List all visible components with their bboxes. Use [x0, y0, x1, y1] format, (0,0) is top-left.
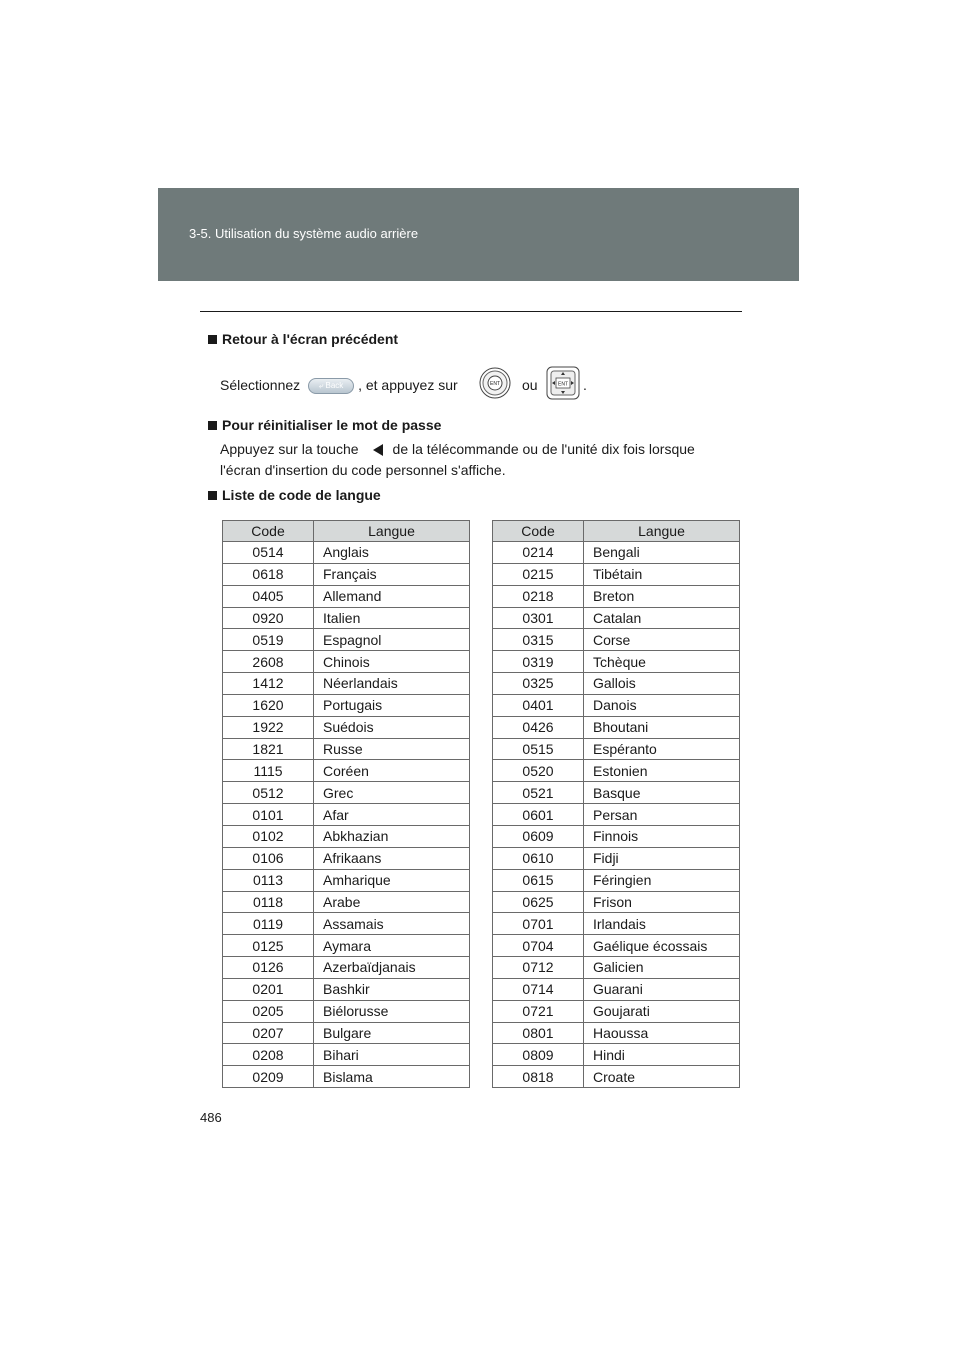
- language-name: Haoussa: [584, 1022, 740, 1044]
- reset-instruction-line2: l'écran d'insertion du code personnel s'affiche.: [220, 462, 506, 478]
- language-name: Basque: [584, 782, 740, 804]
- language-name: Goujarati: [584, 1000, 740, 1022]
- language-code: 0126: [223, 957, 314, 979]
- table-row: [493, 869, 740, 891]
- language-code: 0615: [493, 869, 584, 891]
- language-code: 0301: [493, 607, 584, 629]
- language-code: 0514: [223, 542, 314, 564]
- language-name: Bhoutani: [584, 716, 740, 738]
- language-name: Grec: [314, 782, 470, 804]
- language-name: Afrikaans: [314, 847, 470, 869]
- language-name: Espagnol: [314, 629, 470, 651]
- language-name: Breton: [584, 585, 740, 607]
- text-remote: de la télécommande ou de l'unité dix fois lorsque: [392, 441, 695, 457]
- language-name: Allemand: [314, 585, 470, 607]
- column-header-code: Code: [493, 521, 584, 542]
- section-reset-heading: [208, 417, 441, 433]
- language-code: 0512: [223, 782, 314, 804]
- language-name: Bulgare: [314, 1022, 470, 1044]
- column-header-code: Code: [223, 521, 314, 542]
- table-row: [223, 891, 470, 913]
- language-name: Tchèque: [584, 651, 740, 673]
- table-row: [223, 869, 470, 891]
- language-code: 1115: [223, 760, 314, 782]
- language-code: 0920: [223, 607, 314, 629]
- language-code: 1412: [223, 673, 314, 695]
- language-name: Portugais: [314, 694, 470, 716]
- language-code: 0515: [493, 738, 584, 760]
- table-row: [493, 694, 740, 716]
- language-name: Amharique: [314, 869, 470, 891]
- language-code: 0818: [493, 1066, 584, 1088]
- table-row: [223, 542, 470, 564]
- header-rule: [200, 311, 742, 312]
- language-name: Arabe: [314, 891, 470, 913]
- back-instruction: [220, 377, 458, 394]
- language-name: Espéranto: [584, 738, 740, 760]
- language-code: 0207: [223, 1022, 314, 1044]
- table-row: [493, 629, 740, 651]
- language-name: Biélorusse: [314, 1000, 470, 1022]
- language-name: Hindi: [584, 1044, 740, 1066]
- language-code: 0215: [493, 563, 584, 585]
- page-number: 486: [200, 1110, 222, 1125]
- language-code: 0426: [493, 716, 584, 738]
- language-name: Tibétain: [584, 563, 740, 585]
- section-back-heading: [208, 331, 398, 347]
- table-row: [223, 607, 470, 629]
- section-list-heading: [208, 487, 381, 503]
- table-row: [493, 782, 740, 804]
- language-code: 1620: [223, 694, 314, 716]
- table-row: [493, 607, 740, 629]
- language-code: 0208: [223, 1044, 314, 1066]
- language-name: Chinois: [314, 651, 470, 673]
- table-row: [493, 957, 740, 979]
- language-name: Gallois: [584, 673, 740, 695]
- language-code: 0325: [493, 673, 584, 695]
- language-name: Estonien: [584, 760, 740, 782]
- table-row: [223, 913, 470, 935]
- back-button-icon[interactable]: ⤶ Back: [308, 378, 354, 394]
- language-name: Russe: [314, 738, 470, 760]
- left-triangle-icon: [373, 444, 383, 456]
- language-code: 0119: [223, 913, 314, 935]
- language-code: 0319: [493, 651, 584, 673]
- language-table-right: [492, 520, 740, 1088]
- table-row: [223, 957, 470, 979]
- language-name: Bashkir: [314, 978, 470, 1000]
- language-name: Aymara: [314, 935, 470, 957]
- heading-text: Liste de code de langue: [222, 487, 381, 503]
- language-code: 0721: [493, 1000, 584, 1022]
- language-name: Galicien: [584, 957, 740, 979]
- table-row: [493, 935, 740, 957]
- text-press: , et appuyez sur: [358, 377, 458, 393]
- language-code: 0712: [493, 957, 584, 979]
- chapter-header: [158, 188, 799, 281]
- language-code: 0801: [493, 1022, 584, 1044]
- language-code: 0125: [223, 935, 314, 957]
- enter-pad-icon: [546, 366, 580, 400]
- language-code: 0106: [223, 847, 314, 869]
- table-row: [493, 1066, 740, 1088]
- text-or: ou: [522, 377, 538, 393]
- language-name: Irlandais: [584, 913, 740, 935]
- language-name: Assamais: [314, 913, 470, 935]
- table-row: [223, 847, 470, 869]
- language-code: 0214: [493, 542, 584, 564]
- language-code: 0113: [223, 869, 314, 891]
- table-row: [223, 804, 470, 826]
- bullet-square-icon: [208, 335, 217, 344]
- enter-dial-label: ENT: [490, 381, 500, 387]
- language-code: 0118: [223, 891, 314, 913]
- table-row: [223, 694, 470, 716]
- table-row: [223, 760, 470, 782]
- table-row: [223, 1044, 470, 1066]
- chapter-title: 3-5. Utilisation du système audio arrière: [189, 226, 419, 241]
- table-row: [223, 738, 470, 760]
- table-row: [223, 673, 470, 695]
- language-name: Afar: [314, 804, 470, 826]
- language-name: Abkhazian: [314, 825, 470, 847]
- language-name: Catalan: [584, 607, 740, 629]
- table-row: [493, 891, 740, 913]
- text-period: .: [583, 377, 587, 393]
- language-code: 0405: [223, 585, 314, 607]
- text-press-key: Appuyez sur la touche: [220, 441, 359, 457]
- language-name: Guarani: [584, 978, 740, 1000]
- language-name: Anglais: [314, 542, 470, 564]
- language-name: Fidji: [584, 847, 740, 869]
- language-table-left: [222, 520, 470, 1088]
- language-code: 0519: [223, 629, 314, 651]
- language-code: 2608: [223, 651, 314, 673]
- reset-instruction-line1: [220, 441, 695, 457]
- table-row: [493, 913, 740, 935]
- table-row: [223, 978, 470, 1000]
- table-row: [493, 673, 740, 695]
- text-select: Sélectionnez: [220, 377, 301, 393]
- language-code: 1821: [223, 738, 314, 760]
- language-code: 0520: [493, 760, 584, 782]
- language-code: 0201: [223, 978, 314, 1000]
- language-name: Bislama: [314, 1066, 470, 1088]
- heading-text: Pour réinitialiser le mot de passe: [222, 417, 442, 433]
- table-row: [493, 847, 740, 869]
- table-row: [493, 760, 740, 782]
- language-code: 0601: [493, 804, 584, 826]
- heading-text: Retour à l'écran précédent: [222, 331, 399, 347]
- language-code: 0521: [493, 782, 584, 804]
- language-code: 0401: [493, 694, 584, 716]
- table-row: [493, 738, 740, 760]
- table-row: [493, 585, 740, 607]
- column-header-language: Langue: [584, 521, 740, 542]
- language-name: Féringien: [584, 869, 740, 891]
- table-row: [223, 563, 470, 585]
- language-code: 0209: [223, 1066, 314, 1088]
- language-name: Gaélique écossais: [584, 935, 740, 957]
- language-code: 0205: [223, 1000, 314, 1022]
- language-code: 0625: [493, 891, 584, 913]
- language-code: 0701: [493, 913, 584, 935]
- table-row: [223, 1066, 470, 1088]
- language-code: 0218: [493, 585, 584, 607]
- table-row: [223, 1022, 470, 1044]
- language-name: Bihari: [314, 1044, 470, 1066]
- language-code: 0101: [223, 804, 314, 826]
- table-row: [493, 542, 740, 564]
- language-code: 0714: [493, 978, 584, 1000]
- table-row: [493, 1044, 740, 1066]
- table-row: [493, 716, 740, 738]
- language-name: Frison: [584, 891, 740, 913]
- language-name: Persan: [584, 804, 740, 826]
- language-name: Coréen: [314, 760, 470, 782]
- enter-dial-icon: [479, 367, 511, 399]
- table-row: [223, 825, 470, 847]
- bullet-square-icon: [208, 421, 217, 430]
- bullet-square-icon: [208, 491, 217, 500]
- table-row: [223, 716, 470, 738]
- table-row: [223, 651, 470, 673]
- language-code: 0618: [223, 563, 314, 585]
- language-name: Suédois: [314, 716, 470, 738]
- column-header-language: Langue: [314, 521, 470, 542]
- table-row: [493, 563, 740, 585]
- table-row: [493, 651, 740, 673]
- language-code: 0809: [493, 1044, 584, 1066]
- table-row: [223, 585, 470, 607]
- language-name: Italien: [314, 607, 470, 629]
- table-row: [223, 935, 470, 957]
- language-code: 0704: [493, 935, 584, 957]
- language-name: Finnois: [584, 825, 740, 847]
- language-name: Danois: [584, 694, 740, 716]
- language-name: Azerbaïdjanais: [314, 957, 470, 979]
- language-code: 0609: [493, 825, 584, 847]
- table-row: [223, 629, 470, 651]
- language-code: 0102: [223, 825, 314, 847]
- language-name: Corse: [584, 629, 740, 651]
- table-row: [493, 804, 740, 826]
- table-row: [493, 1000, 740, 1022]
- language-name: Croate: [584, 1066, 740, 1088]
- language-code: 0315: [493, 629, 584, 651]
- language-name: Néerlandais: [314, 673, 470, 695]
- language-code: 0610: [493, 847, 584, 869]
- language-name: Bengali: [584, 542, 740, 564]
- language-code: 1922: [223, 716, 314, 738]
- table-row: [223, 1000, 470, 1022]
- table-row: [493, 978, 740, 1000]
- table-row: [223, 782, 470, 804]
- language-name: Français: [314, 563, 470, 585]
- enter-pad-label: ENT: [558, 381, 568, 388]
- table-row: [493, 1022, 740, 1044]
- back-button-label: Back: [325, 381, 344, 391]
- table-row: [493, 825, 740, 847]
